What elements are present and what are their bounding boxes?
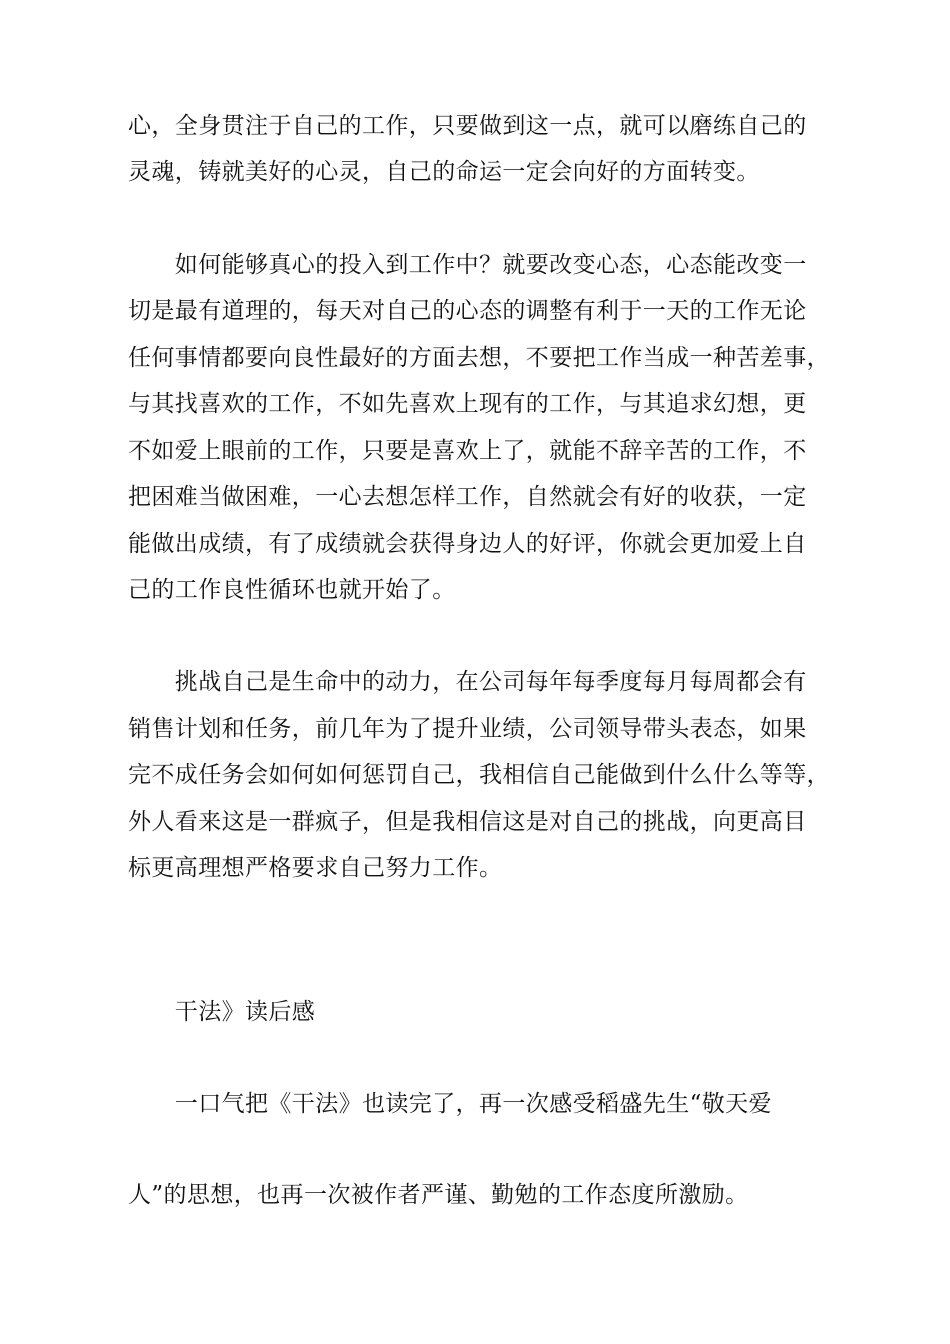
paragraph-line: 切是最有道理的，每天对自己的心态的调整有利于一天的工作无论 xyxy=(128,298,807,324)
paragraph-line: 挑战自己是生命中的动力，在公司每年每季度每月每周都会有 xyxy=(128,669,807,695)
paragraph-line: 任何事情都要向良性最好的方面去想，不要把工作当成一种苦差事， xyxy=(128,345,830,371)
paragraph-line: 能做出成绩，有了成绩就会获得身边人的好评，你就会更加爱上自 xyxy=(128,531,807,557)
section-heading: 干法》读后感 xyxy=(128,999,316,1025)
paragraph-line: 销售计划和任务，前几年为了提升业绩，公司领导带头表态，如果 xyxy=(128,716,807,742)
paragraph-line: 一口气把《干法》也读完了，再一次感受稻盛先生“敬天爱 xyxy=(128,1091,772,1117)
paragraph-line: 完不成任务会如何如何惩罚自己，我相信自己能做到什么什么等等， xyxy=(128,762,830,788)
paragraph-line: 不如爱上眼前的工作，只要是喜欢上了，就能不辞辛苦的工作，不 xyxy=(128,438,807,464)
paragraph-line: 心，全身贯注于自己的工作，只要做到这一点，就可以磨练自己的 xyxy=(128,113,807,139)
paragraph-line: 灵魂，铸就美好的心灵，自己的命运一定会向好的方面转变。 xyxy=(128,159,760,185)
paragraph-line: 与其找喜欢的工作，不如先喜欢上现有的工作，与其追求幻想，更 xyxy=(128,391,807,417)
paragraph-line: 如何能够真心的投入到工作中？就要改变心态，心态能改变一 xyxy=(128,252,807,278)
paragraph-line: 己的工作良性循环也就开始了。 xyxy=(128,577,456,603)
paragraph-line: 人”的思想，也再一次被作者严谨、勤勉的工作态度所激励。 xyxy=(128,1182,749,1208)
paragraph-line: 标更高理想严格要求自己努力工作。 xyxy=(128,855,503,881)
paragraph-line: 把困难当做困难，一心去想怎样工作，自然就会有好的收获，一定 xyxy=(128,484,807,510)
paragraph-line: 外人看来这是一群疯子，但是我相信这是对自己的挑战，向更高目 xyxy=(128,809,807,835)
